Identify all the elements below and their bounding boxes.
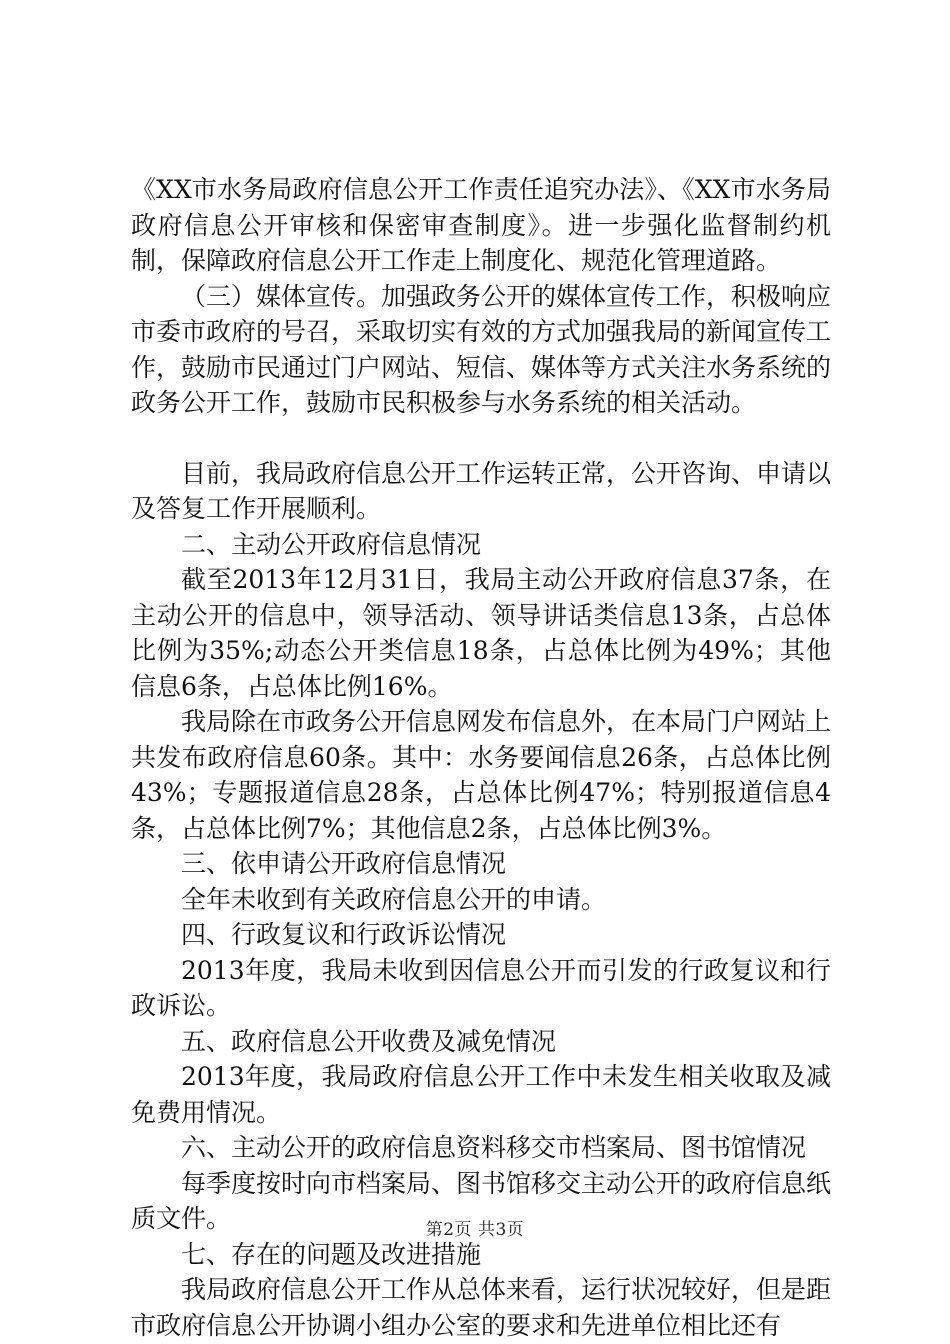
paragraph-proactive-disclosure-stats: 截至2013年12月31日，我局主动公开政府信息37条，在主动公开的信息中，领导活动、领导讲话类信息13条，占总体比例为35%;动态公开类信息18条，占总体比例为49%；其他信息6条，占总体比例16%。 — [131, 565, 831, 701]
document-body — [131, 172, 831, 1343]
paragraph-current-status: 目前，我局政府信息公开工作运转正常，公开咨询、申请以及答复工作开展顺利。 — [131, 458, 832, 523]
paragraph-media-publicity: （三）媒体宣传。加强政务公开的媒体宣传工作，积极响应市委市政府的号召，采取切实有效的方式加强我局的新闻宣传工作，鼓励市民通过门户网站、短信、媒体等方式关注水务系统的政务公开工作，鼓励市民积极参与水务系统的相关活动。 — [131, 281, 832, 417]
section-heading-application-disclosure: 三、依申请公开政府信息情况 — [181, 849, 507, 878]
section-heading-archive-transfer: 六、主动公开的政府信息资料移交市档案局、图书馆情况 — [181, 1133, 807, 1162]
section-heading-review-litigation: 四、行政复议和行政诉讼情况 — [181, 920, 507, 949]
paragraph-review-litigation: 2013年度，我局未收到因信息公开而引发的行政复议和行政诉讼。 — [131, 955, 831, 1020]
paragraph-archive-transfer: 每季度按时向市档案局、图书馆移交主动公开的政府信息纸质文件。 — [131, 1168, 832, 1233]
paragraph-responsibility-measures: 《XX市水务局政府信息公开工作责任追究办法》、《XX市水务局政府信息公开审核和保密审查制度》。进一步强化监督制约机制，保障政府信息公开工作走上制度化、规范化管理道路。 — [131, 175, 831, 275]
paragraph-portal-publication-stats: 我局除在市政务公开信息网发布信息外，在本局门户网站上共发布政府信息60条。其中：水务要闻信息26条，占总体比例43%；专题报道信息28条，占总体比例47%；特别报道信息4条，占总体比例7%；其他信息2条，占总体比例3%。 — [131, 707, 832, 843]
page-number-footer: 第2页 共3页 — [425, 1220, 525, 1240]
paragraph-spacer — [131, 421, 831, 456]
section-heading-proactive-disclosure: 二、主动公开政府信息情况 — [181, 529, 482, 559]
paragraph-problems-improvements: 我局政府信息公开工作从总体来看，运行状况较好，但是距市政府信息公开协调小组办公室的要求和先进单位相比还有 — [131, 1275, 832, 1340]
paragraph-application-disclosure: 全年未收到有关政府信息公开的申请。 — [181, 884, 607, 914]
section-heading-fees: 五、政府信息公开收费及减免情况 — [181, 1026, 557, 1056]
section-heading-problems-improvements: 七、存在的问题及改进措施 — [181, 1239, 482, 1269]
paragraph-fees: 2013年度，我局政府信息公开工作中未发生相关收取及减免费用情况。 — [131, 1062, 831, 1127]
